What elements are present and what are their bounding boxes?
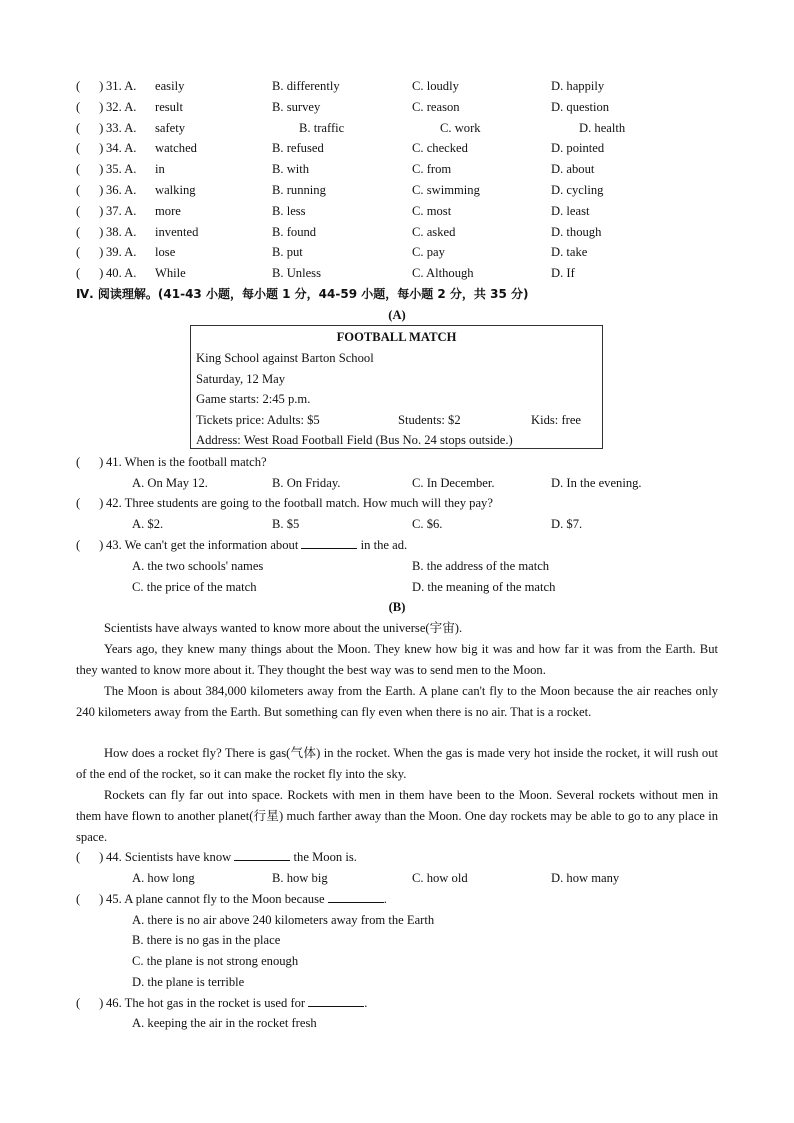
option-a: A. keeping the air in the rocket fresh xyxy=(132,1016,317,1030)
question-stem: 45. A plane cannot fly to the Moon because . xyxy=(106,892,387,906)
question-stem: 41. When is the football match? xyxy=(106,455,267,469)
option-d: D. pointed xyxy=(551,141,605,155)
option-c: C. reason xyxy=(412,100,460,114)
answer-paren[interactable]: ( ) xyxy=(76,538,104,552)
answer-paren[interactable]: ( ) xyxy=(76,141,104,155)
option-c: C. Although xyxy=(412,266,474,280)
answer-paren[interactable]: ( ) xyxy=(76,121,104,135)
passage-b-paragraph: The Moon is about 384,000 kilometers away from the Earth. A plane can't fly to the Moon because the air reaches only 240 kilometers away from the Earth. But something can fly even when there is no air. That is a rocket. xyxy=(76,684,718,719)
section-title: Ⅳ. 阅读理解。(41-43 小题，每小题 1 分，44-59 小题，每小题 2 分，共 35 分) xyxy=(76,287,529,301)
answer-paren[interactable]: ( ) xyxy=(76,183,104,197)
passage-b-paragraph: Rockets can fly far out into space. Rockets with men in them have been to the Moon. Several rockets without men in them have flown to another planet(行星) much farther away than the Moon. One day rockets may be able to go to any place in space. xyxy=(76,788,718,844)
passage-b-label: (B) xyxy=(388,600,406,614)
option-a: more xyxy=(155,204,181,218)
answer-blank xyxy=(308,994,364,1007)
option-d: D. the meaning of the match xyxy=(412,580,556,594)
option-d: D. take xyxy=(551,245,588,259)
ad-address: Address: West Road Football Field (Bus No. 24 stops outside.) xyxy=(196,433,513,447)
option-c: C. $6. xyxy=(412,517,443,531)
option-d: D. If xyxy=(551,266,575,280)
question-number: 33. A. xyxy=(106,121,137,135)
option-a: in xyxy=(155,162,165,176)
answer-paren[interactable]: ( ) xyxy=(76,79,104,93)
option-c: C. how old xyxy=(412,871,468,885)
question-stem: 46. The hot gas in the rocket is used for . xyxy=(106,996,368,1010)
option-c: C. loudly xyxy=(412,79,459,93)
option-d: D. $7. xyxy=(551,517,583,531)
ad-price-students: Students: $2 xyxy=(398,413,461,427)
question-number: 31. A. xyxy=(106,79,137,93)
ad-teams: King School against Barton School xyxy=(196,351,374,365)
option-c: C. work xyxy=(440,121,481,135)
question-number: 38. A. xyxy=(106,225,137,239)
answer-paren[interactable]: ( ) xyxy=(76,245,104,259)
answer-blank xyxy=(301,536,357,549)
passage-b-paragraph: How does a rocket fly? There is gas(气体) in the rocket. When the gas is made very hot inside the rocket, it will rush out of the end of the rocket, so it can make the rocket fly into the sky. xyxy=(76,746,718,781)
option-a: safety xyxy=(155,121,186,135)
passage-b-paragraph: Scientists have always wanted to know more about the universe(宇宙). xyxy=(104,621,463,635)
option-d: D. how many xyxy=(551,871,620,885)
option-b: B. differently xyxy=(272,79,340,93)
option-d: D. In the evening. xyxy=(551,476,642,490)
option-a: A. there is no air above 240 kilometers away from the Earth xyxy=(132,913,435,927)
answer-paren[interactable]: ( ) xyxy=(76,100,104,114)
ad-start-time: Game starts: 2:45 p.m. xyxy=(196,392,311,406)
question-number: 40. A. xyxy=(106,266,137,280)
question-number: 34. A. xyxy=(106,141,137,155)
option-b: B. On Friday. xyxy=(272,476,341,490)
option-c: C. from xyxy=(412,162,452,176)
ad-price-kids: Kids: free xyxy=(531,413,582,427)
option-c: C. asked xyxy=(412,225,456,239)
ad-title: FOOTBALL MATCH xyxy=(336,330,457,344)
option-c: C. In December. xyxy=(412,476,495,490)
option-d: D. cycling xyxy=(551,183,604,197)
question-number: 35. A. xyxy=(106,162,137,176)
option-b: B. Unless xyxy=(272,266,321,280)
question-stem: 44. Scientists have know the Moon is. xyxy=(106,850,357,864)
answer-paren[interactable]: ( ) xyxy=(76,850,104,864)
option-a: easily xyxy=(155,79,185,93)
option-d: D. about xyxy=(551,162,595,176)
option-a: A. the two schools' names xyxy=(132,559,264,573)
answer-paren[interactable]: ( ) xyxy=(76,266,104,280)
answer-paren[interactable]: ( ) xyxy=(76,496,104,510)
option-c: C. swimming xyxy=(412,183,480,197)
option-a: lose xyxy=(155,245,176,259)
option-c: C. most xyxy=(412,204,452,218)
option-b: B. refused xyxy=(272,141,324,155)
option-b: B. running xyxy=(272,183,326,197)
option-b: B. how big xyxy=(272,871,328,885)
question-stem: 43. We can't get the information about in the ad. xyxy=(106,538,408,552)
option-d: D. question xyxy=(551,100,610,114)
option-c: C. the plane is not strong enough xyxy=(132,954,299,968)
option-a: A. On May 12. xyxy=(132,476,208,490)
answer-paren[interactable]: ( ) xyxy=(76,204,104,218)
option-a: walking xyxy=(155,183,196,197)
option-c: C. pay xyxy=(412,245,445,259)
option-b: B. with xyxy=(272,162,310,176)
option-d: D. the plane is terrible xyxy=(132,975,245,989)
option-a: While xyxy=(155,266,186,280)
ad-price-adults: Tickets price: Adults: $5 xyxy=(196,413,320,427)
option-b: B. $5 xyxy=(272,517,300,531)
option-a: invented xyxy=(155,225,199,239)
option-a: watched xyxy=(155,141,197,155)
passage-a-label: (A) xyxy=(388,308,406,322)
passage-b-paragraph: Years ago, they knew many things about the Moon. They knew how big it was and how far it was from the Earth. But they wanted to know more about it. They thought the best way was to send men to the Moon. xyxy=(76,642,718,677)
option-d: D. happily xyxy=(551,79,605,93)
answer-paren[interactable]: ( ) xyxy=(76,225,104,239)
option-a: result xyxy=(155,100,183,114)
football-ad-box xyxy=(190,325,603,449)
ad-date: Saturday, 12 May xyxy=(196,372,286,386)
option-b: B. there is no gas in the place xyxy=(132,933,281,947)
question-number: 37. A. xyxy=(106,204,137,218)
question-stem: 42. Three students are going to the football match. How much will they pay? xyxy=(106,496,493,510)
option-b: B. survey xyxy=(272,100,321,114)
option-d: D. least xyxy=(551,204,590,218)
question-number: 32. A. xyxy=(106,100,137,114)
option-a: A. $2. xyxy=(132,517,164,531)
question-number: 39. A. xyxy=(106,245,137,259)
answer-paren[interactable]: ( ) xyxy=(76,162,104,176)
answer-paren[interactable]: ( ) xyxy=(76,455,104,469)
option-b: B. the address of the match xyxy=(412,559,550,573)
option-b: B. traffic xyxy=(299,121,345,135)
answer-paren[interactable]: ( ) xyxy=(76,892,104,906)
option-c: C. the price of the match xyxy=(132,580,257,594)
question-number: 36. A. xyxy=(106,183,137,197)
option-b: B. found xyxy=(272,225,317,239)
option-a: A. how long xyxy=(132,871,195,885)
option-d: D. health xyxy=(579,121,626,135)
option-d: D. though xyxy=(551,225,602,239)
answer-blank xyxy=(234,848,290,861)
option-c: C. checked xyxy=(412,141,468,155)
answer-paren[interactable]: ( ) xyxy=(76,996,104,1010)
option-b: B. put xyxy=(272,245,303,259)
answer-blank xyxy=(328,890,384,903)
option-b: B. less xyxy=(272,204,306,218)
